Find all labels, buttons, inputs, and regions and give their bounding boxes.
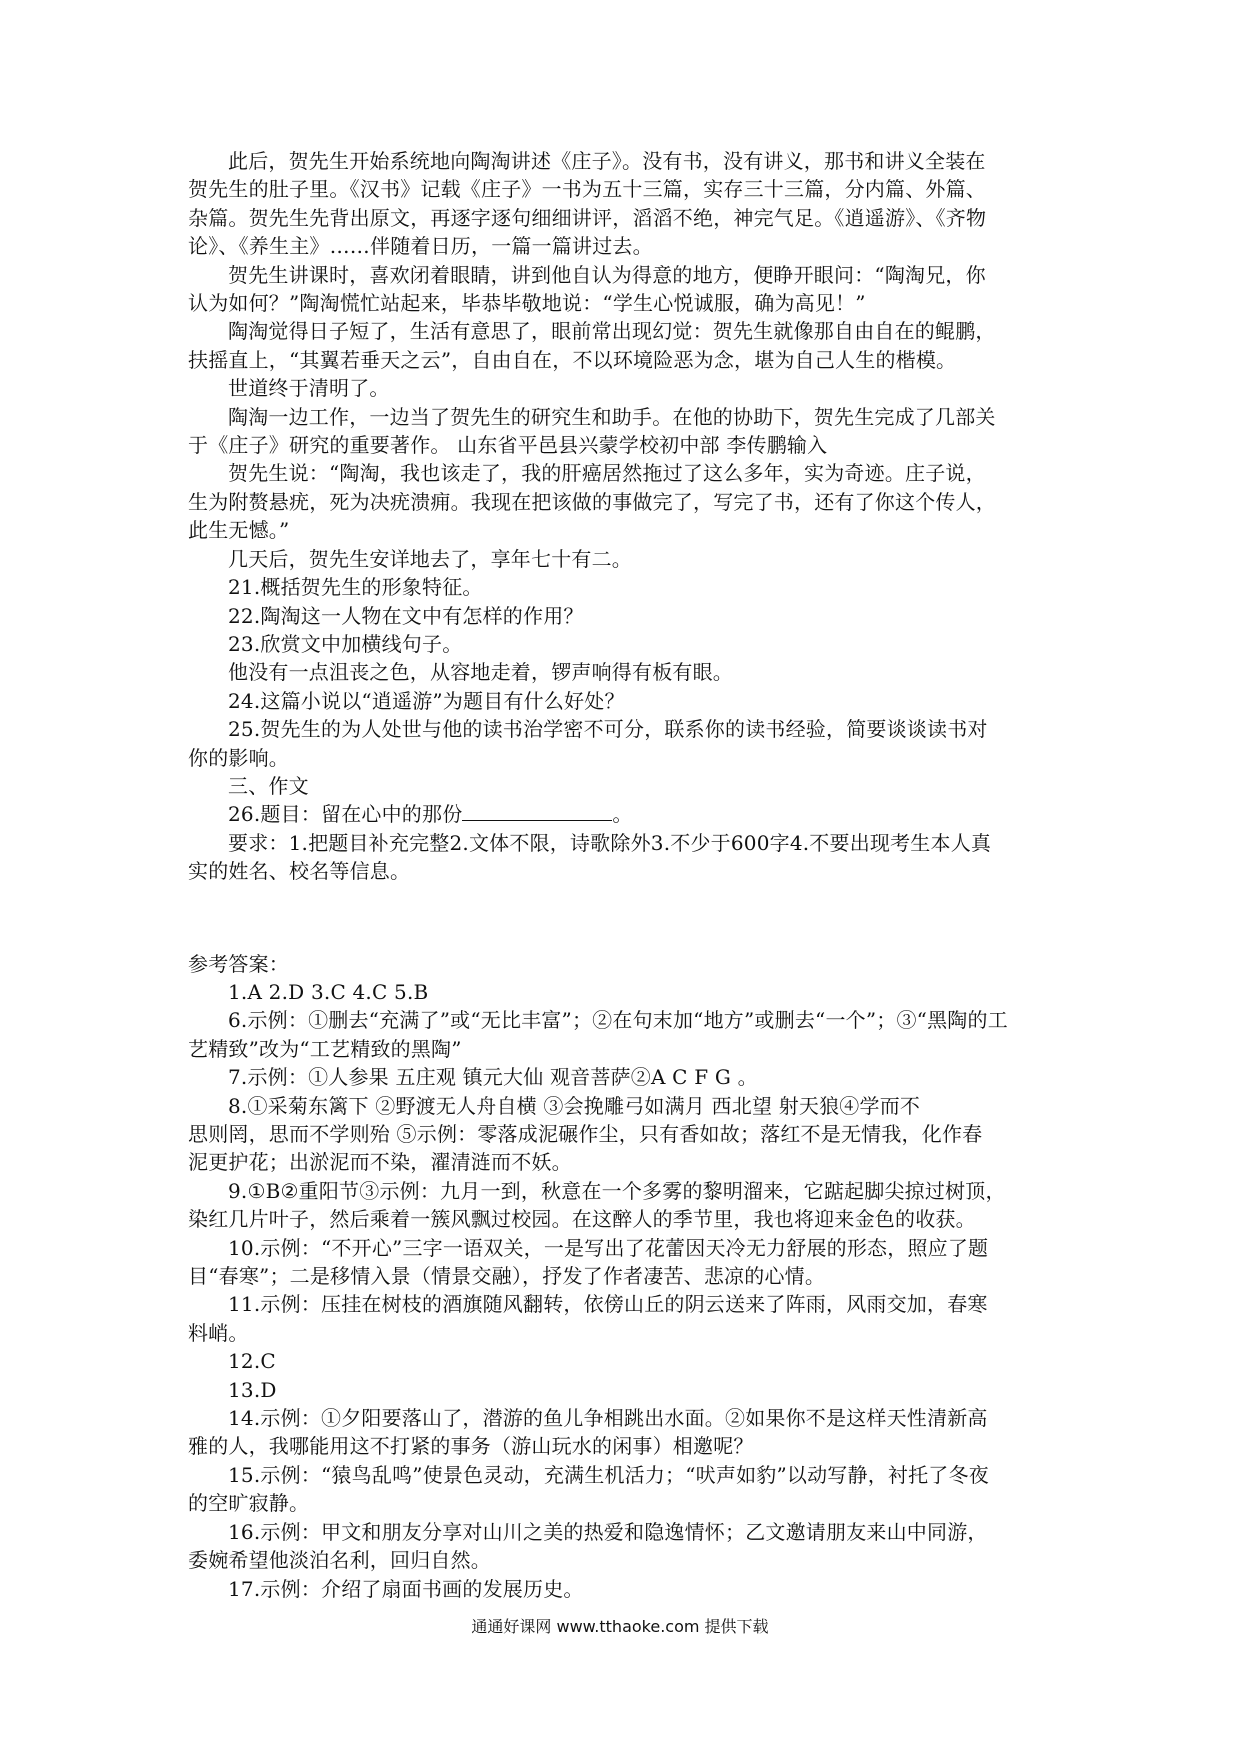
essay-section	[188, 800, 1064, 885]
answer-line: 10.示例：“不开心”三字一语双关，一是写出了花蕾因天冷无力舒展的形态，照应了题	[228, 1235, 989, 1260]
question-25: 25.贺先生的为人处世与他的读书治学密不可分，联系你的读书经验，简要谈谈读书对	[228, 717, 988, 742]
page-footer: 通通好课网 www.tthaoke.com 提供下载	[471, 1617, 769, 1636]
question-22: 22.陶淘这一人物在文中有怎样的作用？	[228, 603, 584, 628]
text-line: 贺先生讲课时，喜欢闭着眼睛，讲到他自认为得意的地方，便睁开眼问：“陶淘兄，你	[228, 262, 986, 287]
answer-line: 17.示例：介绍了扇面书画的发展历史。	[228, 1576, 584, 1601]
text-line: 陶淘觉得日子短了，生活有意思了，眼前常出现幻觉：贺先生就像那自由自在的鲲鹏，	[228, 319, 996, 344]
answer-line: 思则罔，思而不学则殆 ⑤示例：零落成泥碾作尘，只有香如故；落红不是无情我，化作春	[188, 1122, 983, 1146]
answer-line: 泥更护花；出淤泥而不染，濯清涟而不妖。	[188, 1150, 572, 1175]
essay-prompt-end: 。	[612, 802, 633, 827]
answer-line: 16.示例：甲文和朋友分享对山川之美的热爱和隐逸情怀；乙文邀请朋友来山中同游，	[228, 1519, 988, 1544]
essay-requirements-cont: 实的姓名、校名等信息。	[188, 859, 411, 884]
answer-line: 6.示例：①删去“充满了”或“无比丰富”；②在句末加“地方”或删去“一个”；③“黑陶的工	[228, 1008, 1008, 1033]
essay-prompt-text: 26.题目：留在心中的那份	[228, 802, 463, 827]
essay-prompt	[188, 800, 1064, 828]
answer-line: 1.A 2.D 3.C 4.C 5.B	[228, 979, 429, 1004]
answer-line: 料峭。	[188, 1320, 249, 1345]
question-24: 24.这篇小说以“逍遥游”为题目有什么好处？	[228, 688, 625, 713]
text-line: 于《庄子》研究的重要著作。 山东省平邑县兴蒙学校初中部 李传鹏输入	[188, 433, 828, 458]
text-line: 几天后，贺先生安详地去了，享年七十有二。	[228, 546, 632, 571]
text-line: 此后，贺先生开始系统地向陶淘讲述《庄子》。没有书，没有讲义，那书和讲义全装在	[228, 149, 986, 173]
fill-in-blank	[462, 802, 612, 821]
text-line: 扶摇直上，“其翼若垂天之云”，自由自在，不以环境险恶为念，堪为自己人生的楷模。	[188, 347, 957, 372]
text-line: 此生无憾。”	[188, 518, 290, 543]
answers-section	[188, 950, 1064, 1603]
text-line: 生为附赘悬疣，死为决疣溃痈。我现在把该做的事做完了，写完了书，还有了你这个传人，	[188, 489, 996, 514]
document-body	[188, 147, 1064, 1603]
answer-line: 15.示例：“猿鸟乱鸣”使景色灵动，充满生机活力；“吠声如豹”以动写静，衬托了冬夜	[228, 1462, 989, 1487]
answer-line: 11.示例：压挂在树枝的酒旗随风翻转，依傍山丘的阴云送来了阵雨，风雨交加，春寒	[228, 1292, 988, 1317]
question-23: 23.欣赏文中加横线句子。	[228, 631, 463, 656]
answer-line: 艺精致”改为“工艺精致的黑陶”	[188, 1036, 462, 1061]
answer-line: 8.①采菊东篱下 ②野渡无人舟自横 ③会挽雕弓如满月 西北望 射天狼④学而不	[228, 1093, 921, 1118]
answers-title: 参考答案：	[188, 951, 289, 976]
text-line: 你的影响。	[188, 745, 289, 770]
answer-line: 7.示例：①人参果 五庄观 镇元大仙 观音菩萨②A C F G 。	[228, 1065, 758, 1090]
text-line: 贺先生说：“陶淘，我也该走了，我的肝癌居然拖过了这么多年，实为奇迹。庄子说，	[228, 461, 986, 486]
story-section	[188, 147, 1064, 800]
section-heading: 三、作文	[228, 773, 309, 798]
answer-line: 的空旷寂静。	[188, 1491, 310, 1516]
answer-line: 委婉希望他淡泊名利，回归自然。	[188, 1548, 491, 1573]
answer-line: 染红几片叶子，然后乘着一簇风飘过校园。在这醉人的季节里，我也将迎来金色的收获。	[188, 1207, 976, 1232]
text-line: 世道终于清明了。	[228, 376, 390, 401]
text-line: 认为如何？”陶淘慌忙站起来，毕恭毕敬地说：“学生心悦诚服，确为高见！”	[188, 291, 866, 316]
essay-requirements: 要求：1.把题目补充完整2.文体不限，诗歌除外3.不少于600字4.不要出现考生本人真	[228, 830, 992, 855]
question-21: 21.概括贺先生的形象特征。	[228, 575, 483, 600]
answer-line: 雅的人，我哪能用这不打紧的事务（游山玩水的闲事）相邀呢？	[188, 1434, 754, 1459]
answer-line: 9.①B②重阳节③示例：九月一到，秋意在一个多雾的黎明溜来，它踮起脚尖掠过树顶，	[228, 1178, 1006, 1203]
answer-line: 14.示例：①夕阳要落山了，潜游的鱼儿争相跳出水面。②如果你不是这样天性清新高	[228, 1406, 988, 1431]
answer-line: 12.C	[228, 1349, 276, 1374]
answer-line: 目“春寒”；二是移情入景（情景交融），抒发了作者凄苦、悲凉的心情。	[188, 1264, 826, 1289]
text-line: 贺先生的肚子里。《汉书》记载《庄子》一书为五十三篇，实存三十三篇，分内篇、外篇、	[188, 177, 986, 202]
text-line: 杂篇。贺先生先背出原文，再逐字逐句细细讲评，滔滔不绝，神完气足。《逍遥游》、《齐物	[188, 205, 987, 230]
text-line: 陶淘一边工作，一边当了贺先生的研究生和助手。在他的协助下，贺先生完成了几部关	[228, 404, 996, 429]
quoted-sentence: 他没有一点沮丧之色，从容地走着，锣声响得有板有眼。	[228, 660, 733, 685]
answer-line: 13.D	[228, 1377, 277, 1402]
text-line: 论》、《养生主》……伴随着日历，一篇一篇讲过去。	[188, 234, 653, 259]
